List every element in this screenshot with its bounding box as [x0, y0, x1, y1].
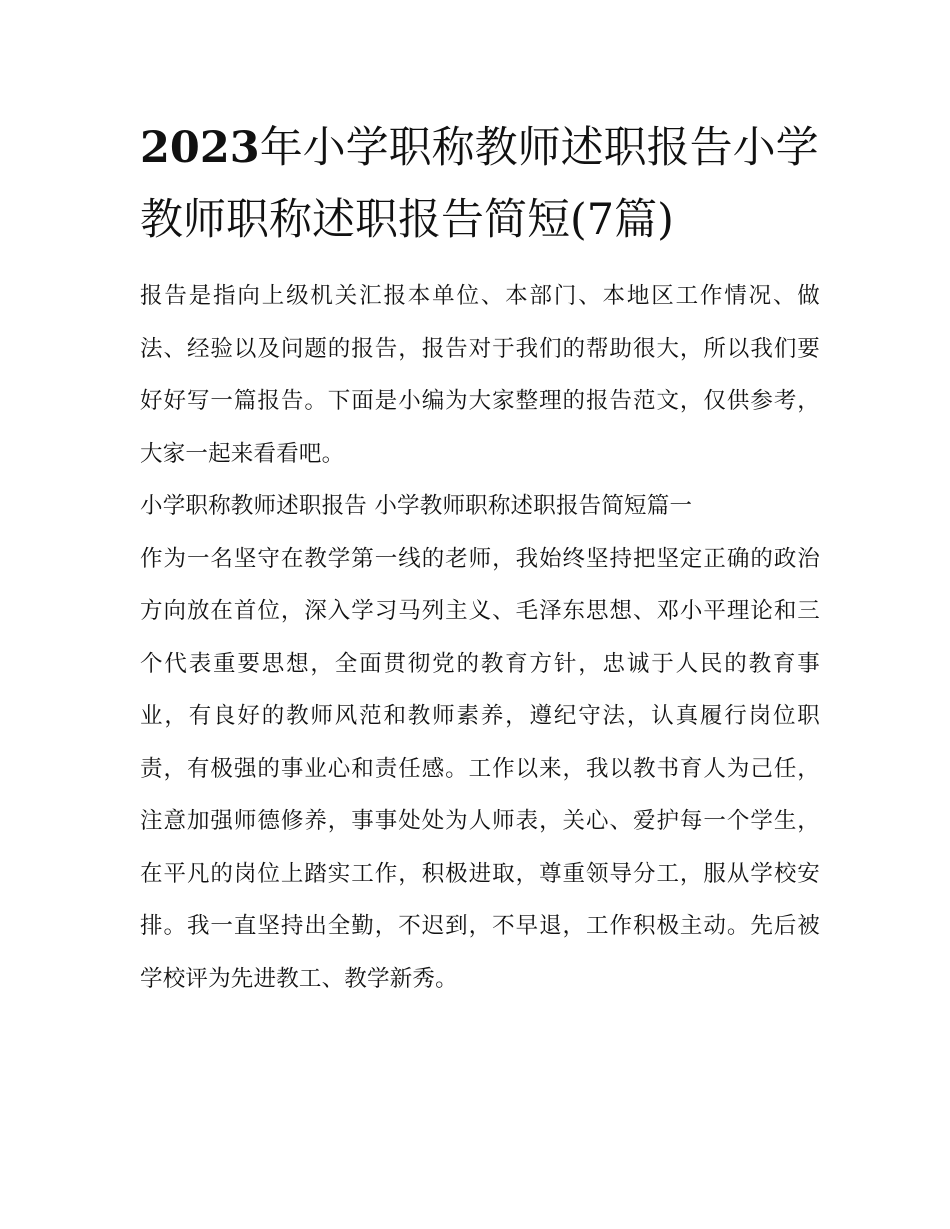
section-heading: 小学职称教师述职报告 小学教师职称述职报告简短篇一	[140, 493, 693, 519]
intro-paragraph: 报告是指向上级机关汇报本单位、本部门、本地区工作情况、做法、经验以及问题的报告，报告对于我们的帮助很大，所以我们要好好写一篇报告。下面是小编为大家整理的报告范文，仅供参考，大家一起来看看吧。	[140, 283, 820, 467]
title-year: 2023	[140, 123, 260, 173]
title-text: 年小学职称教师述职报告小学教师职称述职报告简短(7篇)	[140, 123, 819, 245]
document-page	[140, 112, 820, 1005]
document-title	[140, 112, 820, 256]
body-paragraph: 作为一名坚守在教学第一线的老师，我始终坚持把坚定正确的政治方向放在首位，深入学习马列主义、毛泽东思想、邓小平理论和三个代表重要思想，全面贯彻党的教育方针，忠诚于人民的教育事业，有良好的教师风范和教师素养，遵纪守法，认真履行岗位职责，有极强的事业心和责任感。工作以来，我以教书育人为己任，注意加强师德修养，事事处处为人师表，关心、爱护每一个学生，在平凡的岗位上踏实工作，积极进取，尊重领导分工，服从学校安排。我一直坚持出全勤，不迟到，不早退，工作积极主动。先后被学校评为先进教工、教学新秀。	[140, 545, 820, 992]
